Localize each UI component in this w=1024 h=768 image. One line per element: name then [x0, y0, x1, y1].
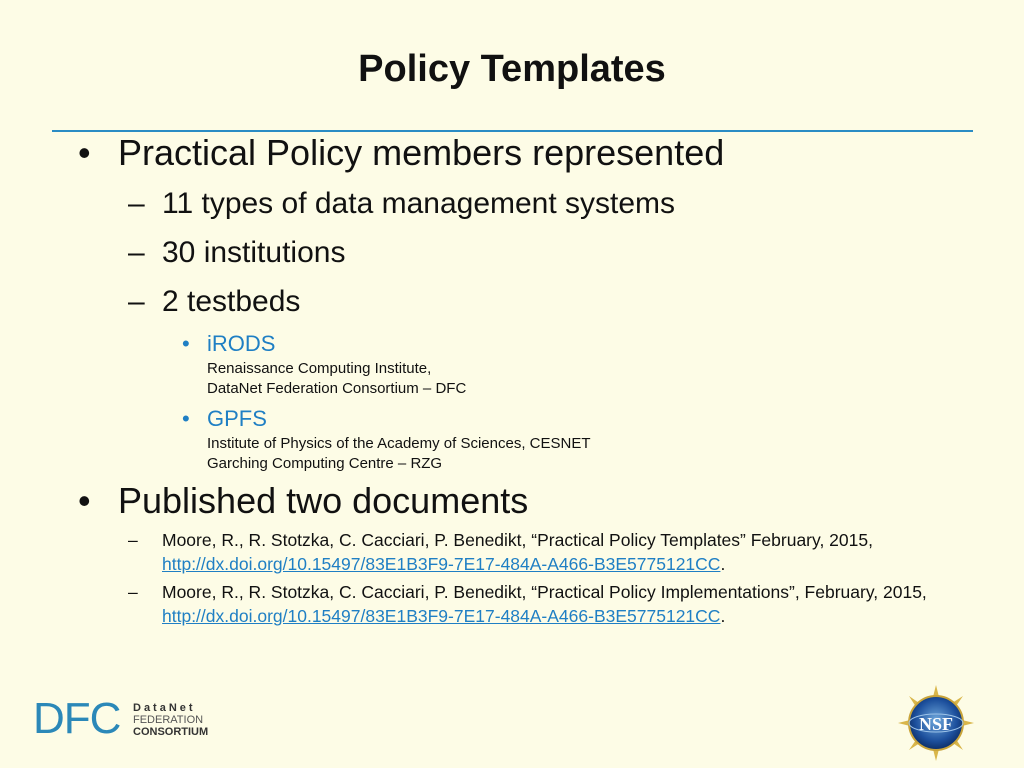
testbed-irods: • iRODS: [182, 331, 276, 356]
irods-detail-2: DataNet Federation Consortium – DFC: [207, 380, 467, 397]
slide: Policy Templates • Practical Policy members represented – 11 types of data management systems – 30 institutions – 2 testbeds • iRODS Renaissance Computing Institute, DataNet Federation Consortium – DFC • GPFS Institute of Physics of the Academy of Sciences, CESNET Garching Computing Centre – RZG • Published two documents – Moore, R., R. Stotzka, C. Cacciari, P. Benedikt, “Practical Policy Templates” February, 2015, http://dx.doi.org/10.15497/83E1B3F9-7E17-484A-A466-B3E5775121CC. – Moore, R., R. Stotzka, C. Cacciari, P. Benedikt, “Practical Policy Implementations”, February, 2015, http://dx.doi.org/10.15497/83E1B3F9-7E17-484A-A466-B3E5775121CC. DFC DataNet FEDERATION CONSORTIUM NSF: [0, 0, 1024, 768]
reference-2-text: Moore, R., R. Stotzka, C. Cacciari, P. Benedikt, “Practical Policy Implementations”, February, 2015,: [162, 582, 927, 602]
sub-bullet-systems: – 11 types of data management systems: [128, 187, 676, 220]
nsf-logo: [896, 683, 976, 763]
bullet-dot-icon: •: [182, 331, 190, 356]
gpfs-detail-1: Institute of Physics of the Academy of Sciences, CESNET: [207, 435, 591, 452]
sub-bullet-testbeds: – 2 testbeds: [128, 285, 301, 318]
dash-icon: –: [128, 582, 138, 602]
dash-icon: –: [128, 530, 138, 550]
dfc-logo-text: DataNet FEDERATION CONSORTIUM: [133, 702, 209, 738]
bullet-dot-icon: •: [182, 406, 190, 431]
dash-icon: –: [128, 285, 145, 318]
sub-bullet-institutions: – 30 institutions: [128, 236, 346, 269]
bullet-dot-icon: •: [78, 480, 91, 521]
dash-icon: –: [128, 236, 145, 269]
dash-icon: –: [128, 187, 145, 220]
testbed-gpfs: • GPFS: [182, 406, 267, 431]
irods-detail-1: Renaissance Computing Institute,: [207, 360, 432, 377]
bullet-dot-icon: •: [78, 132, 91, 173]
gpfs-detail-2: Garching Computing Centre – RZG: [207, 455, 443, 472]
dfc-logo-abbr: DFC: [33, 694, 121, 743]
nsf-text: NSF: [918, 714, 954, 734]
reference-1-text: Moore, R., R. Stotzka, C. Cacciari, P. Benedikt, “Practical Policy Templates” February, 2015,: [162, 530, 873, 550]
bullet-published: • Published two documents: [78, 480, 529, 521]
dfc-logo: [33, 694, 213, 744]
page-title: Policy Templates: [358, 48, 666, 90]
reference-2-link[interactable]: http://dx.doi.org/10.15497/83E1B3F9-7E17-484A-A466-B3E5775121CC: [162, 606, 721, 626]
nsf-seal-icon: [896, 683, 976, 763]
bullet-practical-policy: • Practical Policy members represented: [78, 132, 725, 173]
reference-1-link[interactable]: http://dx.doi.org/10.15497/83E1B3F9-7E17-484A-A466-B3E5775121CC: [162, 554, 721, 574]
